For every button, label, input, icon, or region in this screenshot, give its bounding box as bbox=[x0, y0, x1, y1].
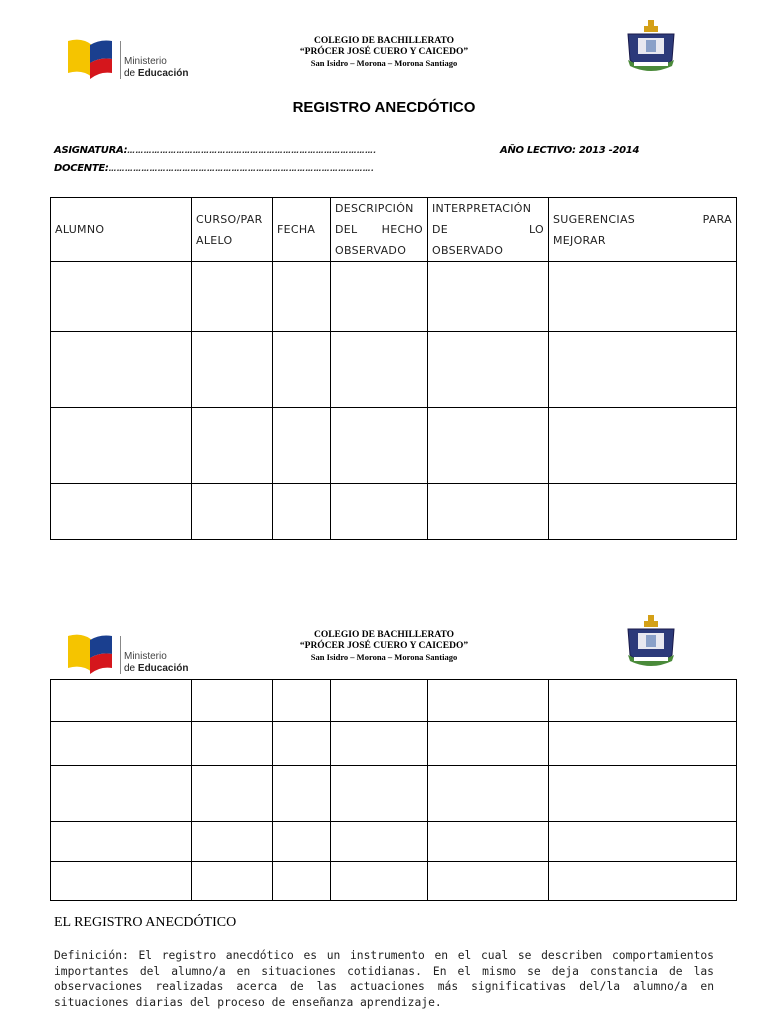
col-header-fecha: FECHA bbox=[273, 198, 331, 262]
cell[interactable] bbox=[51, 722, 192, 766]
school-crest-icon bbox=[624, 20, 678, 78]
col-header-interpretacion: INTERPRETACIÓN DE LO OBSERVADO bbox=[428, 198, 549, 262]
table-row bbox=[51, 862, 737, 901]
cell[interactable] bbox=[51, 680, 192, 722]
page-title: REGISTRO ANECDÓTICO bbox=[292, 99, 476, 116]
cell[interactable] bbox=[428, 766, 549, 822]
table-row bbox=[51, 262, 737, 332]
cell[interactable] bbox=[273, 332, 331, 408]
cell[interactable] bbox=[51, 262, 192, 332]
cell[interactable] bbox=[51, 408, 192, 484]
ano-lectivo-label: AÑO LECTIVO: bbox=[500, 145, 576, 156]
asignatura-dots: ………………………………………………………………………………. bbox=[127, 146, 377, 155]
cell[interactable] bbox=[192, 680, 273, 722]
school-crest-icon bbox=[624, 615, 678, 673]
definition-paragraph: Definición: El registro anecdótico es un instrumento en el cual se describen comportamientos importantes del alumno/a en situaciones cotidianas. En el mismo se deja constancia de las observaciones realizadas acerca de las actuaciones más significativas del/la alumno/a en situaciones diarias del proceso de enseñanza aprendizaje. bbox=[54, 949, 714, 1009]
school-line2: “PRÓCER JOSÉ CUERO Y CAICEDO” bbox=[299, 47, 469, 57]
col-header-sugerencias: SUGERENCIAS PARA MEJORAR bbox=[549, 198, 737, 262]
school-header bbox=[254, 630, 514, 663]
cell[interactable] bbox=[428, 332, 549, 408]
cell[interactable] bbox=[549, 262, 737, 332]
cell[interactable] bbox=[273, 822, 331, 862]
cell[interactable] bbox=[549, 722, 737, 766]
ministerio-educacion-logo bbox=[66, 632, 190, 680]
cell[interactable] bbox=[51, 822, 192, 862]
cell[interactable] bbox=[549, 822, 737, 862]
cell[interactable] bbox=[549, 484, 737, 540]
registro-table bbox=[50, 197, 737, 540]
cell[interactable] bbox=[273, 484, 331, 540]
col-header-curso: CURSO/PAR ALELO bbox=[192, 198, 273, 262]
cell[interactable] bbox=[192, 484, 273, 540]
cell[interactable] bbox=[192, 722, 273, 766]
docente-dots: ……………………………………………………………………………………. bbox=[108, 164, 375, 173]
cell[interactable] bbox=[51, 766, 192, 822]
cell[interactable] bbox=[428, 722, 549, 766]
cell[interactable] bbox=[273, 722, 331, 766]
school-line3: San Isidro – Morona – Morona Santiago bbox=[310, 652, 458, 662]
cell[interactable] bbox=[331, 862, 428, 901]
ministry-name-line2: de Educación bbox=[124, 68, 189, 79]
table-row bbox=[51, 484, 737, 540]
table-row bbox=[51, 822, 737, 862]
asignatura-label: ASIGNATURA: bbox=[54, 145, 128, 156]
section-title: EL REGISTRO ANECDÓTICO bbox=[54, 915, 237, 930]
cell[interactable] bbox=[331, 484, 428, 540]
ecuador-flag-icon bbox=[66, 37, 120, 81]
ecuador-flag-icon bbox=[66, 632, 120, 676]
ano-lectivo-value: 2013 -2014 bbox=[578, 145, 640, 156]
table-header-row bbox=[51, 198, 737, 262]
school-line1: COLEGIO DE BACHILLERATO bbox=[313, 36, 455, 46]
cell[interactable] bbox=[428, 408, 549, 484]
table-row bbox=[51, 722, 737, 766]
cell[interactable] bbox=[273, 862, 331, 901]
cell[interactable] bbox=[192, 862, 273, 901]
cell[interactable] bbox=[192, 332, 273, 408]
table-row bbox=[51, 680, 737, 722]
cell[interactable] bbox=[549, 862, 737, 901]
cell[interactable] bbox=[273, 408, 331, 484]
cell[interactable] bbox=[331, 680, 428, 722]
cell[interactable] bbox=[192, 766, 273, 822]
cell[interactable] bbox=[428, 680, 549, 722]
table-row bbox=[51, 766, 737, 822]
cell[interactable] bbox=[428, 862, 549, 901]
cell[interactable] bbox=[549, 408, 737, 484]
school-line1: COLEGIO DE BACHILLERATO bbox=[313, 630, 455, 640]
cell[interactable] bbox=[331, 722, 428, 766]
docente-label: DOCENTE: bbox=[54, 163, 109, 174]
ministerio-educacion-logo bbox=[66, 37, 190, 85]
cell[interactable] bbox=[428, 484, 549, 540]
cell[interactable] bbox=[549, 332, 737, 408]
cell[interactable] bbox=[51, 862, 192, 901]
col-header-alumno: ALUMNO bbox=[51, 198, 192, 262]
cell[interactable] bbox=[192, 822, 273, 862]
ano-lectivo-field bbox=[500, 145, 639, 156]
table-row bbox=[51, 408, 737, 484]
cell[interactable] bbox=[331, 766, 428, 822]
school-line2: “PRÓCER JOSÉ CUERO Y CAICEDO” bbox=[299, 641, 469, 651]
ministry-name-line1: Ministerio bbox=[124, 651, 167, 662]
asignatura-field bbox=[54, 145, 377, 156]
cell[interactable] bbox=[331, 332, 428, 408]
col-header-descripcion: DESCRIPCIÓN DEL HECHO OBSERVADO bbox=[331, 198, 428, 262]
cell[interactable] bbox=[273, 766, 331, 822]
cell[interactable] bbox=[428, 262, 549, 332]
registro-table-continuation bbox=[50, 679, 737, 901]
school-line3: San Isidro – Morona – Morona Santiago bbox=[310, 58, 458, 68]
cell[interactable] bbox=[51, 484, 192, 540]
cell[interactable] bbox=[192, 408, 273, 484]
cell[interactable] bbox=[549, 680, 737, 722]
school-header bbox=[254, 36, 514, 69]
cell[interactable] bbox=[273, 262, 331, 332]
table-row bbox=[51, 332, 737, 408]
ministry-name-line1: Ministerio bbox=[124, 56, 167, 67]
ministry-name-line2: de Educación bbox=[124, 663, 189, 674]
cell[interactable] bbox=[331, 408, 428, 484]
cell[interactable] bbox=[428, 822, 549, 862]
docente-field bbox=[54, 163, 374, 174]
cell[interactable] bbox=[331, 822, 428, 862]
cell[interactable] bbox=[51, 332, 192, 408]
cell[interactable] bbox=[273, 680, 331, 722]
cell[interactable] bbox=[331, 262, 428, 332]
cell[interactable] bbox=[192, 262, 273, 332]
cell[interactable] bbox=[549, 766, 737, 822]
